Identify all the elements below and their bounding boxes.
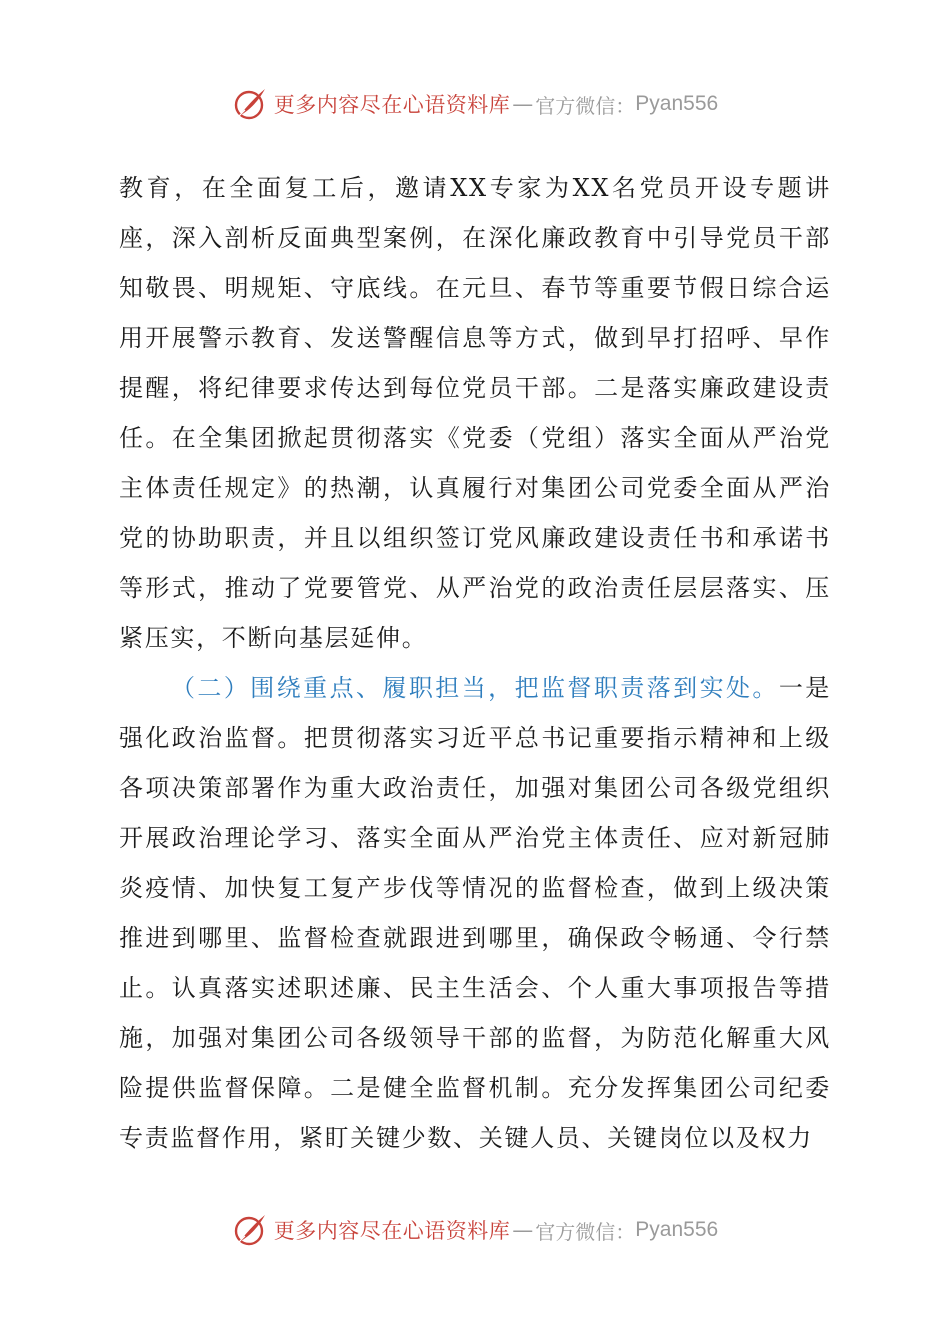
paragraph-section-2 bbox=[119, 663, 831, 1163]
banner-promo-text: 更多内容尽在心语资料库 bbox=[273, 93, 511, 117]
paragraph-continuation: 教育，在全面复工后，邀请XX专家为XX名党员开设专题讲座，深入剖析反面典型案例，在深化廉政教育中引导党员干部知敬畏、明规矩、守底线。在元旦、春节等重要节假日综合运用开展警示教育、发送警醒信息等方式，做到早打招呼、早作提醒，将纪律要求传达到每位党员干部。二是落实廉政建设责任。在全集团掀起贯彻落实《党委（党组）落实全面从严治党主体责任规定》的热潮，认真履行对集团公司党委全面从严治党的协助职责，并且以组织签订党风廉政建设责任书和承诺书等形式，推动了党要管党、从严治党的政治责任层层落实、压紧压实，不断向基层延伸。 bbox=[119, 174, 831, 652]
header-banner bbox=[0, 82, 950, 126]
document-body bbox=[119, 163, 831, 1163]
footer-banner bbox=[0, 1208, 950, 1252]
banner-dash: — bbox=[512, 1218, 534, 1242]
banner-wechat-label: 官方微信： bbox=[535, 93, 636, 118]
banner-wechat-id: Pyan556 bbox=[635, 92, 719, 115]
section-heading: （二）围绕重点、履职担当，把监督职责落到实处。 bbox=[171, 674, 779, 702]
quill-pen-icon bbox=[232, 86, 268, 122]
banner-wechat-label: 官方微信： bbox=[535, 1219, 636, 1244]
banner-wechat-id: Pyan556 bbox=[635, 1218, 719, 1241]
banner-dash: — bbox=[512, 92, 534, 116]
quill-pen-icon bbox=[232, 1212, 268, 1248]
section-body: 一是强化政治监督。把贯彻落实习近平总书记重要指示精神和上级各项决策部署作为重大政治责任，加强对集团公司各级党组织开展政治理论学习、落实全面从严治党主体责任、应对新冠肺炎疫情、加快复工复产步伐等情况的监督检查，做到上级决策推进到哪里、监督检查就跟进到哪里，确保政令畅通、令行禁止。认真落实述职述廉、民主生活会、个人重大事项报告等措施，加强对集团公司各级领导干部的监督，为防范化解重大风险提供监督保障。二是健全监督机制。充分发挥集团公司纪委专责监督作用，紧盯关键少数、关键人员、关键岗位以及权力 bbox=[119, 674, 831, 1152]
banner-promo-text: 更多内容尽在心语资料库 bbox=[273, 1219, 511, 1243]
